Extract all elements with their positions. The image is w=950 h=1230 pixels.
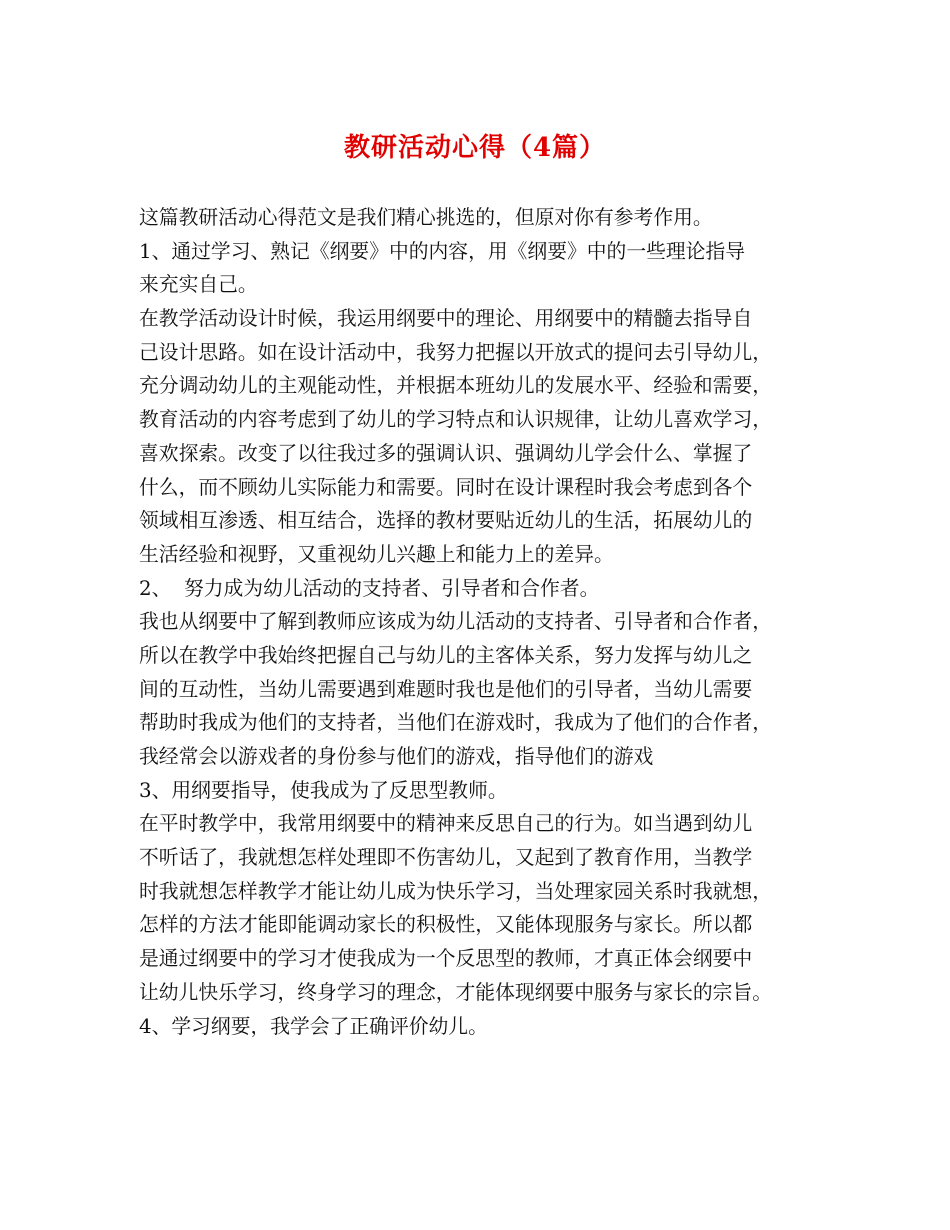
- body-line: 不听话了，我就想怎样处理即不伤害幼儿，又起到了教育作用，当教学: [139, 846, 753, 870]
- body-line: 4、学习纲要，我学会了正确评价幼儿。: [139, 1014, 488, 1038]
- body-line: 怎样的方法才能即能调动家长的积极性，又能体现服务与家长。所以都: [139, 913, 753, 937]
- body-line: 领域相互渗透、相互结合，选择的教材要贴近幼儿的生活，拓展幼儿的: [139, 509, 753, 533]
- body-line: 我也从纲要中了解到教师应该成为幼儿活动的支持者、引导者和合作者，: [139, 610, 773, 634]
- body-line: 来充实自己。: [139, 273, 258, 297]
- body-line: 是通过纲要中的学习才使我成为一个反思型的教师，才真正体会纲要中: [139, 947, 753, 971]
- body-line: 2、 努力成为幼儿活动的支持者、引导者和合作者。: [139, 576, 600, 600]
- body-line: 充分调动幼儿的主观能动性，并根据本班幼儿的发展水平、经验和需要，: [139, 374, 773, 398]
- body-line: 我经常会以游戏者的身份参与他们的游戏，指导他们的游戏: [139, 745, 654, 768]
- body-line: 己设计思路。如在设计活动中，我努力把握以开放式的提问去引导幼儿，: [139, 340, 773, 364]
- document-body: [139, 201, 829, 1043]
- body-line: 所以在教学中我始终把握自己与幼儿的主客体关系，努力发挥与幼儿之: [139, 643, 753, 667]
- body-line: 在教学活动设计时候，我运用纲要中的理论、用纲要中的精髓去指导自: [139, 307, 753, 331]
- document-title: 教研活动心得（4篇）: [343, 133, 607, 163]
- body-line: 教育活动的内容考虑到了幼儿的学习特点和认识规律，让幼儿喜欢学习，: [139, 408, 773, 432]
- body-line: 1、通过学习、熟记《纲要》中的内容，用《纲要》中的一些理论指导: [139, 239, 746, 263]
- body-line: 生活经验和视野，又重视幼儿兴趣上和能力上的差异。: [139, 542, 614, 566]
- body-line: 这篇教研活动心得范文是我们精心挑选的，但原对你有参考作用。: [139, 206, 713, 229]
- body-line: 3、用纲要指导，使我成为了反思型教师。: [139, 778, 508, 802]
- body-line: 帮助时我成为他们的支持者，当他们在游戏时，我成为了他们的合作者，: [139, 711, 773, 735]
- body-line: 在平时教学中，我常用纲要中的精神来反思自己的行为。如当遇到幼儿: [139, 812, 753, 836]
- body-line: 间的互动性，当幼儿需要遇到难题时我也是他们的引导者，当幼儿需要: [139, 677, 753, 701]
- body-line: 时我就想怎样教学才能让幼儿成为快乐学习，当处理家园关系时我就想，: [139, 879, 773, 903]
- body-line: 喜欢探索。改变了以往我过多的强调认识、强调幼儿学会什么、掌握了: [139, 441, 753, 465]
- body-line: 让幼儿快乐学习，终身学习的理念，才能体现纲要中服务与家长的宗旨。: [139, 980, 773, 1004]
- body-line: 什么，而不顾幼儿实际能力和需要。同时在设计课程时我会考虑到各个: [139, 475, 753, 499]
